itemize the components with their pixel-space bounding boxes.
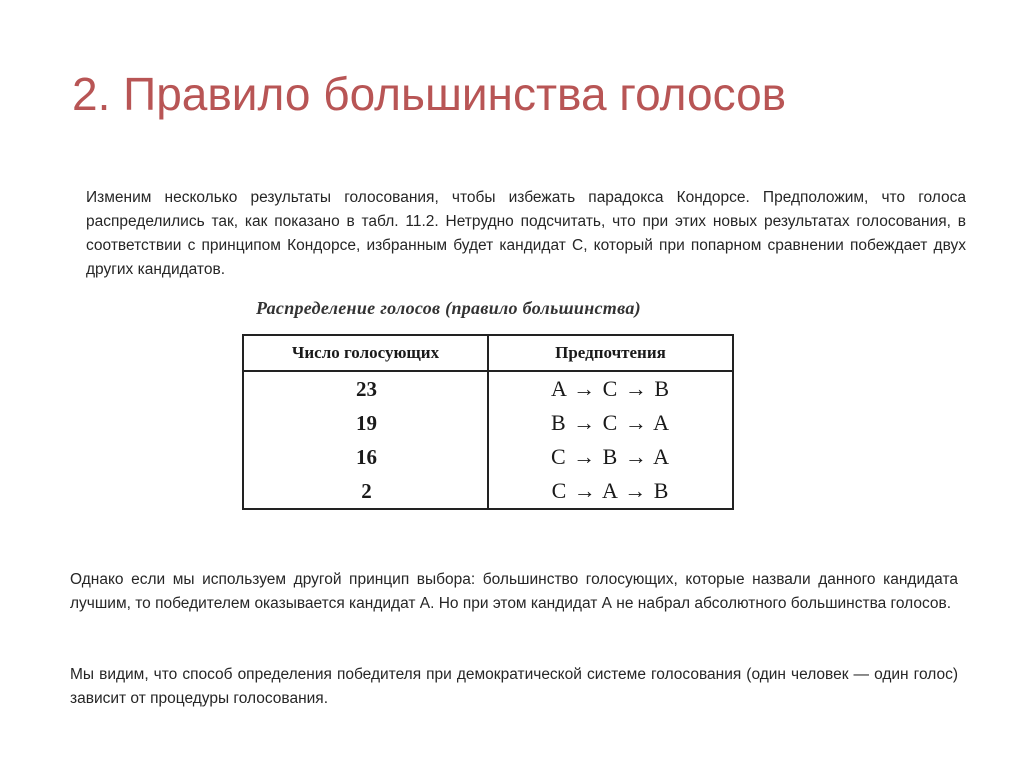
- table-row: [244, 372, 732, 406]
- conclusion-paragraph: Мы видим, что способ определения победителя при демократической системе голосования (один человек — один голос) зависит от процедуры голосования.: [70, 666, 958, 707]
- preference-cell: C → B → A: [550, 444, 671, 469]
- table-row: [244, 406, 732, 440]
- preference-cell: B → C → A: [550, 410, 671, 435]
- preference-cell: C → A → B: [551, 478, 670, 503]
- voters-count-cell: 19: [356, 411, 377, 435]
- voters-count-cell: 2: [361, 479, 372, 503]
- votes-table: [242, 334, 734, 510]
- intro-paragraph: Изменим несколько результаты голосования, чтобы избежать парадокса Кондорсе. Предположим, что голоса распределились так, как показано в табл. 11.2. Нетрудно подсчитать, что при этих новых результатах голосования, в соответствии с принципом Кондорсе, избранным будет кандидат С, который при попарном сравнении побеждает двух других кандидатов.: [86, 189, 966, 278]
- table-row: [244, 440, 732, 474]
- table-row: [244, 474, 732, 508]
- voters-count-cell: 23: [356, 377, 377, 401]
- table-header: [244, 336, 732, 372]
- table-caption: Распределение голосов (правило большинства): [256, 298, 641, 318]
- table-body: [244, 372, 732, 508]
- header-preferences: Предпочтения: [555, 343, 666, 362]
- however-paragraph: Однако если мы используем другой принцип выбора: большинство голосующих, которые назвали данного кандидата лучшим, то победителем оказывается кандидат А. Но при этом кандидат А не набрал абсолютного большинства голосов.: [70, 571, 958, 612]
- voters-count-cell: 16: [356, 445, 377, 469]
- header-voters-count: Число голосующих: [244, 336, 489, 370]
- preference-cell: A → C → B: [550, 376, 671, 401]
- slide-title: 2. Правило большинства голосов: [72, 68, 787, 120]
